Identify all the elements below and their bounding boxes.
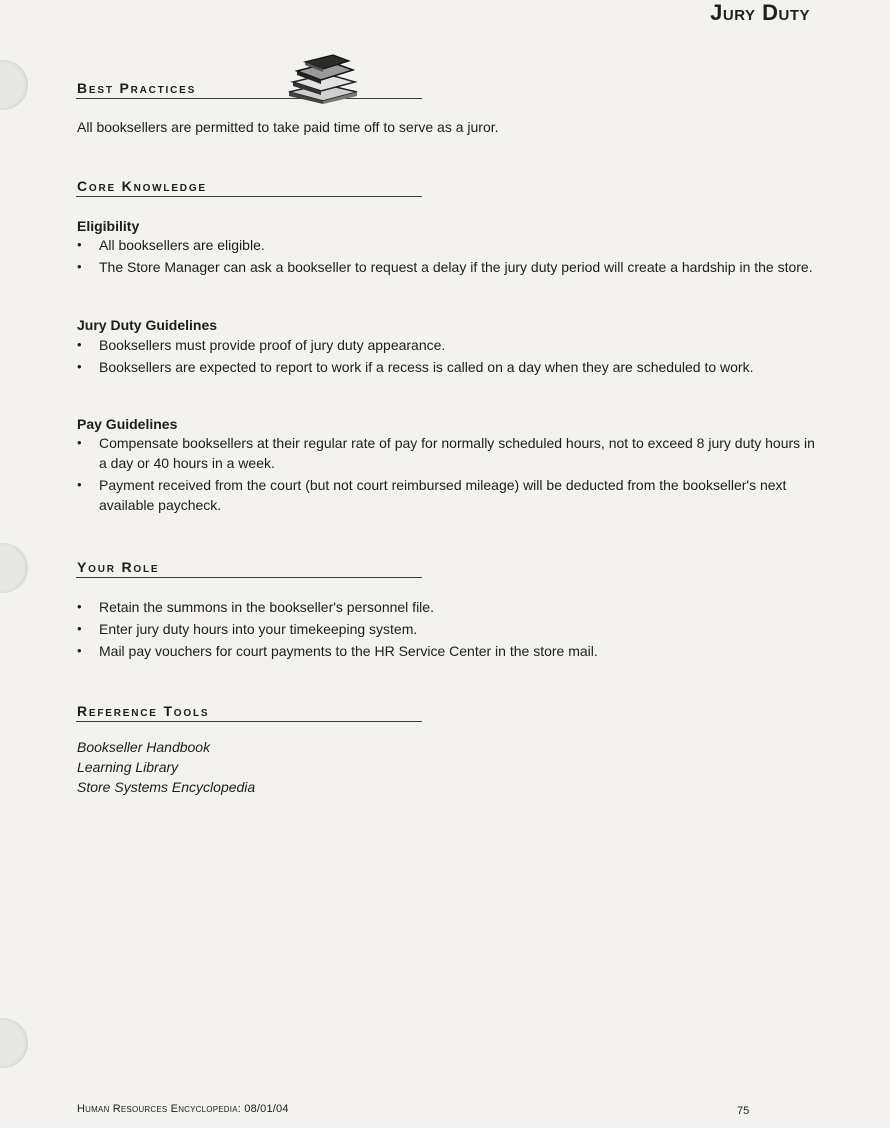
reference-tool-item: Learning Library <box>77 759 179 775</box>
list-item: • Payment received from the court (but not court reimbursed mileage) will be deducted from the bookseller's next available paycheck. <box>77 475 817 515</box>
your-role-heading: Your Role <box>76 555 422 578</box>
eligibility-subheading: Eligibility <box>77 218 140 234</box>
page-title: Jury Duty <box>710 0 810 25</box>
stacked-books-icon <box>283 54 361 104</box>
binder-hole <box>0 60 28 110</box>
list-item: • Mail pay vouchers for court payments to the HR Service Center in the store mail. <box>77 641 817 661</box>
best-practices-heading: Best Practices <box>76 76 422 99</box>
list-item: • Booksellers are expected to report to work if a recess is called on a day when they are scheduled to work. <box>77 357 817 377</box>
list-item: • All booksellers are eligible. <box>77 235 817 255</box>
page-number: 75 <box>737 1105 750 1117</box>
reference-tool-item: Store Systems Encyclopedia <box>77 779 256 795</box>
reference-tool-item: Bookseller Handbook <box>77 739 211 755</box>
jury-duty-guidelines-subheading: Jury Duty Guidelines <box>77 317 218 333</box>
pay-guidelines-list <box>77 433 817 517</box>
core-knowledge-heading: Core Knowledge <box>76 174 422 197</box>
list-item: • Enter jury duty hours into your timekeeping system. <box>77 619 817 639</box>
pay-guidelines-subheading: Pay Guidelines <box>77 416 178 432</box>
eligibility-list <box>77 235 817 279</box>
list-item: • Booksellers must provide proof of jury duty appearance. <box>77 335 817 355</box>
best-practices-text: All booksellers are permitted to take paid time off to serve as a juror. <box>77 119 499 135</box>
reference-tools-heading: Reference Tools <box>76 699 422 722</box>
jury-duty-guidelines-list <box>77 335 817 379</box>
list-item: • Compensate booksellers at their regular rate of pay for normally scheduled hours, not to exceed 8 jury duty hours in a day or 40 hours in a week. <box>77 433 817 473</box>
binder-hole <box>0 1018 28 1068</box>
list-item: • Retain the summons in the bookseller's personnel file. <box>77 597 817 617</box>
your-role-list <box>77 597 817 663</box>
binder-hole <box>0 543 28 593</box>
list-item: • The Store Manager can ask a bookseller to request a delay if the jury duty period will create a hardship in the store. <box>77 257 817 277</box>
footer-title: Human Resources Encyclopedia: 08/01/04 <box>77 1103 289 1115</box>
